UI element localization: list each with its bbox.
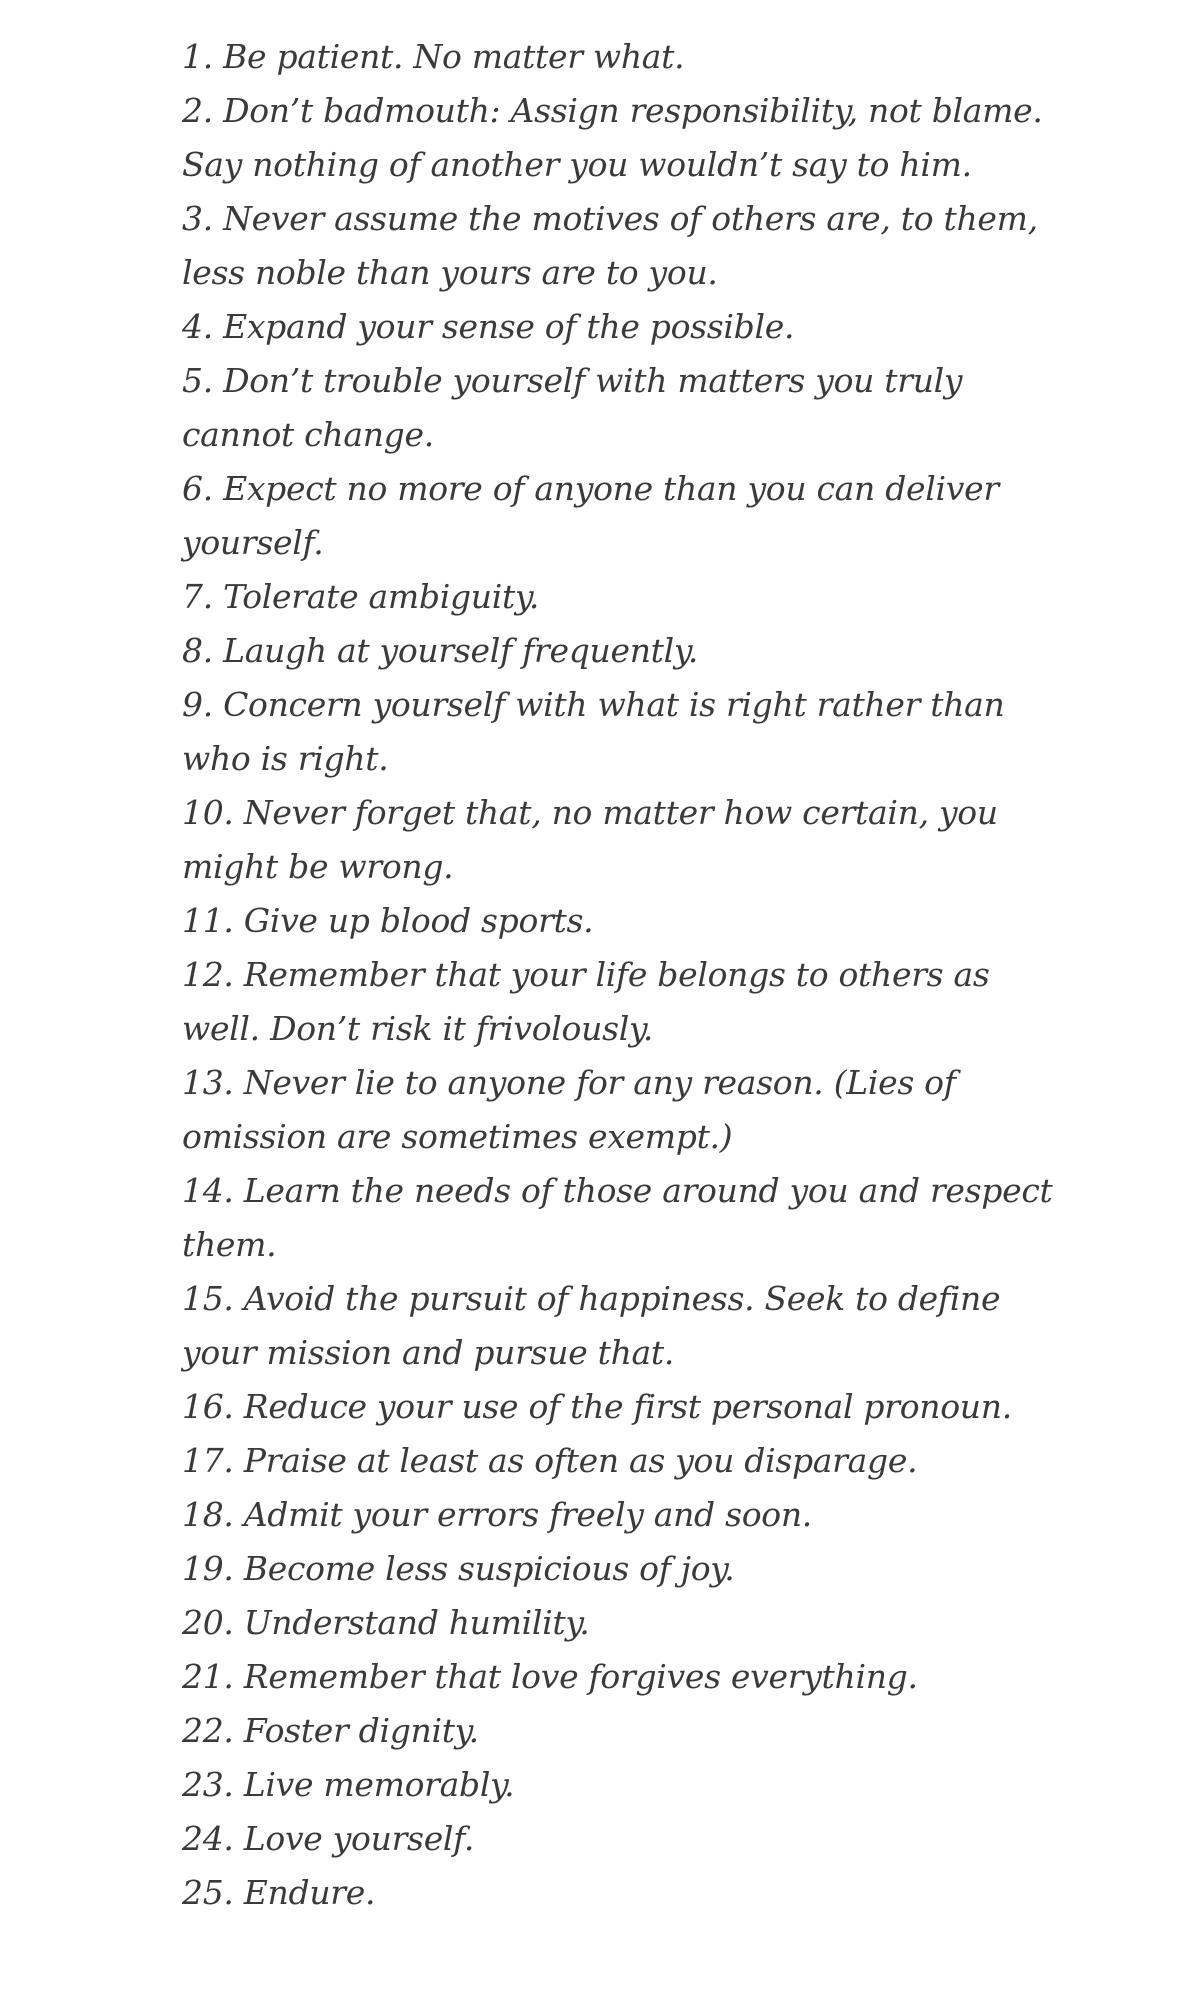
list-item: 10. Never forget that, no matter how certain, you might be wrong. xyxy=(182,793,998,886)
list-item: 12. Remember that your life belongs to others as well. Don’t risk it frivolously. xyxy=(182,955,990,1048)
list-item: 7. Tolerate ambiguity. xyxy=(182,577,540,616)
list-item: 18. Admit your errors freely and soon. xyxy=(182,1495,812,1534)
list-item: 9. Concern yourself with what is right rather than who is right. xyxy=(182,685,1005,778)
list-item: 14. Learn the needs of those around you and respect them. xyxy=(182,1171,1053,1264)
list-item: 16. Reduce your use of the first personal pronoun. xyxy=(182,1387,1012,1426)
list-item: 11. Give up blood sports. xyxy=(182,901,594,940)
rule-list xyxy=(182,30,1062,1920)
list-item: 17. Praise at least as often as you disparage. xyxy=(182,1441,918,1480)
list-item: 22. Foster dignity. xyxy=(182,1711,479,1750)
list-item: 5. Don’t trouble yourself with matters you truly cannot change. xyxy=(182,361,963,454)
list-item: 20. Understand humility. xyxy=(182,1603,590,1642)
list-item: 21. Remember that love forgives everything. xyxy=(182,1657,918,1696)
list-item: 19. Become less suspicious of joy. xyxy=(182,1549,735,1588)
list-item: 25. Endure. xyxy=(182,1873,376,1912)
list-item: 4. Expand your sense of the possible. xyxy=(182,307,795,346)
list-item: 23. Live memorably. xyxy=(182,1765,515,1804)
list-item: 3. Never assume the motives of others are, to them, less noble than yours are to you. xyxy=(182,199,1038,292)
list-item: 8. Laugh at yourself frequently. xyxy=(182,631,699,670)
list-item: 13. Never lie to anyone for any reason. (Lies of omission are sometimes exempt.) xyxy=(182,1063,956,1156)
list-item: 24. Love yourself. xyxy=(182,1819,475,1858)
list-item: 1. Be patient. No matter what. xyxy=(182,37,685,76)
list-item: 2. Don’t badmouth: Assign responsibility, not blame. Say nothing of another you wouldn’t say to him. xyxy=(182,91,1043,184)
list-item: 6. Expect no more of anyone than you can deliver yourself. xyxy=(182,469,999,562)
list-item: 15. Avoid the pursuit of happiness. Seek to define your mission and pursue that. xyxy=(182,1279,1001,1372)
